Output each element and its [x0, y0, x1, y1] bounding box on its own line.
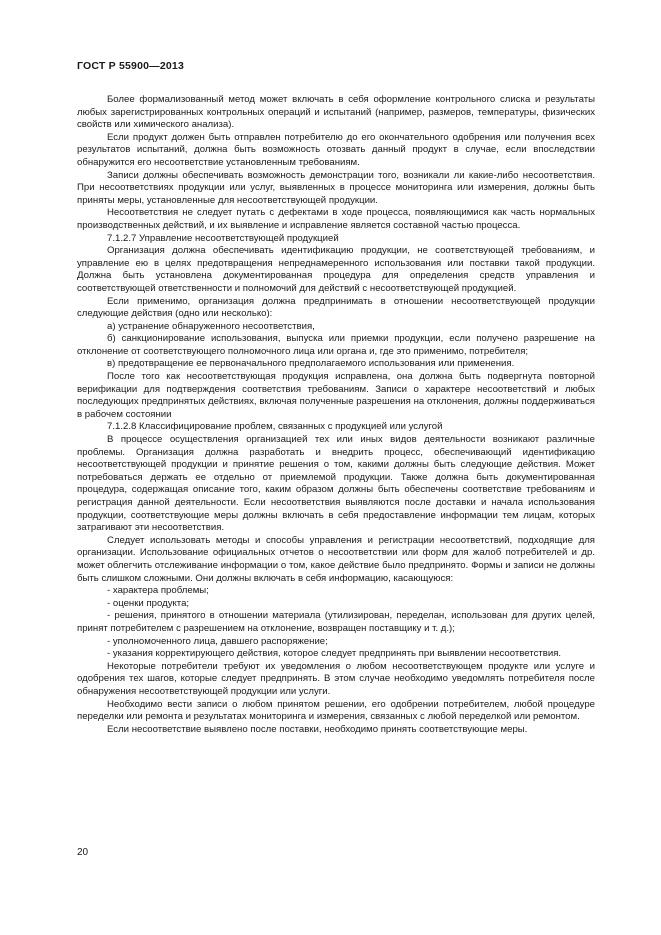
- paragraph: Записи должны обеспечивать возможность демонстрации того, возникали ли какие-либо несоответствия. При несоответствиях продукции или услуг, выявленных в процессе мониторинга или измерения, должны быть приняты меры, установленные для несоответствующей продукции.: [77, 169, 595, 206]
- section-heading: 7.1.2.8 Классифицирование проблем, связанных с продукцией или услугой: [107, 421, 443, 433]
- paragraph: Более формализованный метод может включать в себя оформление контрольного слиска и результаты любых зарегистрированных контрольных операций и испытаний (например, размеров, температуры, физических свойств или химического анализа).: [77, 94, 595, 131]
- dash-list-item: - оценки продукта;: [77, 598, 595, 611]
- paragraph: Если несоответствие выявлено после поставки, необходимо принять соответствующие меры.: [107, 723, 528, 735]
- dash-list-item: - характера проблемы;: [77, 585, 595, 598]
- page-number: 20: [77, 847, 89, 858]
- list-item: б) санкционирование использования, выпуска или приемки продукции, если получено разрешение на отклонение от соответствующего полномочного лица или органа и, где это применимо, потребителя;: [77, 333, 595, 357]
- paragraph: Несоответствия не следует путать с дефектами в ходе процесса, появляющимися как часть нормальных производственных действий, и их выявление и исправление является составной частью процесса.: [77, 207, 595, 231]
- dash-list-item: - указания корректирующего действия, которое следует предпринять при выявлении несоответствия.: [77, 648, 595, 661]
- dash-list-item: - решения, принятого в отношении материала (утилизирован, переделан, использован для других целей, принят потребителем с разрешением на отклонение, возвращен поставщику и т. д.);: [77, 610, 595, 635]
- paragraph: Организация должна обеспечивать идентификацию продукции, не соответствующей требованиям, и управление ею в целях предотвращения непреднамеренного использования или поставки такой продукции. Должна быть установлена документированная процедура для определения средств управления и соответствующей ответственности и полномочий для действий с несоответствующей продукцией.: [77, 245, 595, 294]
- document-body: [77, 94, 595, 736]
- dash-list-item: - уполномоченного лица, давшего распоряжение;: [77, 636, 595, 649]
- document-header: ГОСТ Р 55900—2013: [77, 60, 185, 72]
- paragraph: Если применимо, организация должна предпринимать в отношении несоответствующей продукции следующие действия (одно или несколько):: [77, 295, 595, 320]
- paragraph: После того как несоответствующая продукция исправлена, она должна быть подвергнута повторной верификации для подтверждения соответствия требованиям. Записи о характере несоответствий и любых последующих предпринятых действиях, включая полученные разрешения на отклонения, должны поддерживаться в рабочем состоянии: [77, 371, 595, 420]
- section-heading: 7.1.2.7 Управление несоответствующей продукцией: [107, 232, 339, 244]
- list-item: в) предотвращение ее первоначального предполагаемого использования или применения.: [107, 358, 515, 370]
- paragraph: Необходимо вести записи о любом принятом решении, его одобрении потребителем, любой процедуре переделки или ремонта и результатах мониторинга и измерения, связанных с любой переделкой или ремонтом.: [77, 698, 595, 723]
- paragraph: В процессе осуществления организацией тех или иных видов деятельности возникают различные проблемы. Организация должна разработать и внедрить процесс, обеспечивающий идентификацию несоответствующей продукции и принятие решения о том, какими должны быть следующие действия. Может потребоваться держать ее отдельно от приемлемой продукции. Также должна быть документированная процедура, содержащая описание того, каким образом должны быть обеспечены соответствие требованиям и регистрация данной деятельности. Если несоответствия выявляются после доставки и начала использования продукции, соответствующие меры должны включать в себя предоставление информации тем лицам, которых затрагивают эти несоответствия.: [77, 434, 595, 534]
- paragraph: Некоторые потребители требуют их уведомления о любом несоответствующем продукте или услуге и одобрения тех шагов, которые следует предпринять. В этом случае необходимо уведомлять потребителя после обнаружения несоответствующей продукции или услуги.: [77, 660, 595, 697]
- paragraph: Следует использовать методы и способы управления и регистрации несоответствий, подходящие для организации. Использование официальных отчетов о несоответствии или форм для жалоб потребителей и др. может облегчить отслеживание информации о том, какое действие было предпринято. Формы и записи не должны быть слишком сложными. Они должны включать в себя информацию, касающуюся:: [77, 534, 595, 584]
- list-item: а) устранение обнаруженного несоответствия,: [107, 320, 315, 332]
- paragraph: Если продукт должен быть отправлен потребителю до его окончательного одобрения или получения всех результатов испытаний, должна быть возможность отозвать данный продукт в случае, если впоследствии обнаружится его несоответствие установленным требованиям.: [77, 131, 595, 168]
